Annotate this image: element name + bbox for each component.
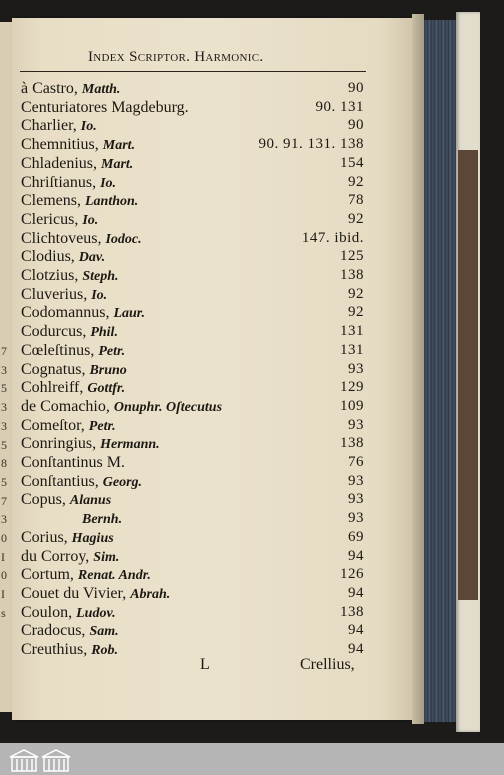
author-forename: Hagius — [71, 530, 114, 546]
entry-pages: 92 — [348, 285, 364, 302]
left-page-fragment: 0 — [1, 568, 7, 583]
entry-pages: 131 — [340, 341, 364, 358]
left-page-fragment: I — [1, 587, 5, 602]
index-entry — [0, 323, 412, 342]
entry-pages: 138 — [340, 603, 364, 620]
author-forename: Laur. — [113, 306, 145, 322]
entry-author — [21, 267, 119, 285]
author-forename: Bruno — [89, 362, 127, 378]
author-forename: Io. — [80, 119, 97, 135]
entry-author — [21, 99, 189, 117]
entry-author — [21, 379, 125, 397]
author-surname: Clodius, — [21, 248, 75, 266]
author-surname: Coulon, — [21, 603, 73, 621]
entry-author — [21, 304, 145, 322]
author-forename: Renat. Andr. — [77, 568, 151, 584]
cover-leather — [458, 150, 478, 600]
entry-author — [21, 491, 111, 509]
index-entry — [0, 622, 412, 641]
bottom-strip — [0, 743, 504, 775]
author-forename: Iodoc. — [105, 231, 142, 247]
index-entry — [0, 417, 412, 436]
entry-author — [21, 604, 116, 622]
entry-author — [21, 230, 142, 248]
author-surname: Conſtantinus M. — [21, 454, 126, 471]
entry-author — [21, 361, 127, 379]
entry-pages: 94 — [348, 584, 364, 601]
author-surname: Chriſtianus, — [21, 173, 97, 191]
author-forename: Io. — [100, 175, 117, 191]
index-entry — [0, 491, 412, 510]
left-page-fragment: 3 — [1, 400, 7, 415]
author-surname: Chladenius, — [21, 154, 97, 172]
page-edges-dark — [424, 20, 460, 722]
author-surname: Chemnitius, — [21, 136, 99, 154]
entry-author — [21, 248, 105, 266]
index-entry — [0, 267, 412, 286]
author-surname: Corius, — [21, 528, 68, 546]
author-surname: Codurcus, — [21, 323, 87, 341]
index-entry — [0, 99, 412, 118]
entry-pages: 90 — [348, 80, 364, 96]
index-entry — [0, 304, 412, 323]
entry-pages: 93 — [348, 510, 364, 527]
left-page-fragment: 3 — [1, 362, 7, 377]
left-page-fragment: 3 — [1, 418, 7, 433]
entry-pages: 92 — [348, 173, 364, 190]
entry-author — [21, 417, 116, 435]
entry-author — [21, 117, 97, 135]
author-forename: Petr. — [98, 343, 126, 359]
author-forename: Rob. — [91, 643, 119, 658]
page-edges-light — [412, 14, 424, 724]
author-forename: Lanthon. — [85, 194, 139, 210]
entry-pages: 92 — [348, 210, 364, 227]
library-logo-icon — [4, 747, 74, 773]
author-forename: Io. — [82, 212, 99, 228]
index-entry — [0, 174, 412, 193]
entry-pages: 76 — [348, 454, 364, 470]
left-page-fragment: 7 — [1, 493, 7, 508]
author-forename: Mart. — [102, 138, 136, 154]
author-surname: Conringius, — [21, 435, 97, 453]
running-head: Index Scriptor. Harmonic. — [88, 49, 264, 65]
index-entry — [0, 548, 412, 567]
index-entry — [0, 192, 412, 211]
author-forename: Ludov. — [76, 605, 116, 621]
entry-pages: 93 — [348, 416, 364, 433]
author-surname: à Castro, — [21, 80, 78, 97]
author-surname: Clichtoveus, — [21, 229, 102, 247]
author-surname: Cortum, — [21, 566, 74, 584]
index-entry — [0, 510, 412, 529]
author-forename: Gottfr. — [87, 381, 126, 397]
catchword: Crellius, — [300, 656, 355, 673]
author-surname: Creuthius, — [21, 641, 88, 658]
entry-pages: 90. 91. 131. 138 — [258, 136, 364, 153]
author-surname: Charlier, — [21, 117, 77, 135]
author-surname: Centuriatores Magdeburg. — [21, 98, 189, 116]
index-entry — [0, 230, 412, 249]
author-forename: Onuphr. Oſtecutus — [113, 399, 223, 415]
entry-pages: 69 — [348, 528, 364, 545]
entry-pages: 92 — [348, 304, 364, 321]
author-surname: Clericus, — [21, 210, 79, 228]
author-forename: Hermann. — [100, 437, 160, 453]
entry-pages: 93 — [348, 360, 364, 377]
index-entry — [0, 361, 412, 380]
author-surname: du Corroy, — [21, 547, 90, 565]
index-entry — [0, 585, 412, 604]
entry-pages: 93 — [348, 491, 364, 508]
author-forename: Matth. — [81, 82, 121, 97]
left-page-fragment: 5 — [1, 381, 7, 396]
index-entry — [0, 454, 412, 473]
entry-author — [21, 136, 135, 154]
index-entry — [0, 248, 412, 267]
entry-author — [21, 286, 107, 304]
entry-author — [21, 622, 119, 640]
author-surname: Clemens, — [21, 192, 81, 210]
index-entry — [0, 398, 412, 417]
author-forename: Petr. — [88, 418, 116, 434]
author-surname: Comeſtor, — [21, 416, 85, 434]
author-surname: Cœleſtinus, — [21, 341, 95, 359]
left-page-fragment: I — [1, 549, 5, 564]
left-page-fragment: 3 — [1, 512, 7, 527]
entry-author — [21, 342, 125, 360]
entry-author — [21, 454, 125, 472]
author-forename: Dav. — [78, 250, 106, 266]
author-surname: Conſtantius, — [21, 472, 99, 490]
entry-author — [21, 585, 170, 603]
entry-author — [21, 80, 120, 98]
entry-pages: 126 — [340, 566, 364, 583]
entry-pages: 131 — [340, 323, 364, 340]
index-entry — [0, 286, 412, 305]
index-entry — [0, 566, 412, 585]
entry-pages: 93 — [348, 472, 364, 489]
author-surname: de Comachio, — [21, 397, 110, 415]
author-surname: Cohlreiff, — [21, 379, 84, 397]
entry-pages: 94 — [348, 547, 364, 564]
author-surname: Clotzius, — [21, 267, 79, 284]
entry-author — [21, 155, 133, 173]
entry-author — [21, 548, 119, 566]
left-page-fragment: 0 — [1, 531, 7, 545]
left-page-fragment: 7 — [1, 344, 7, 358]
author-surname: Cognatus, — [21, 360, 86, 378]
author-forename: Sam. — [89, 624, 119, 640]
header-rule — [20, 71, 366, 72]
author-forename: Bernh. — [82, 512, 123, 528]
entry-pages: 147. ibid. — [301, 229, 364, 246]
entry-pages: 125 — [340, 248, 364, 265]
author-forename: Alanus — [69, 493, 112, 509]
author-surname: Codomannus, — [21, 304, 110, 322]
index-entry — [0, 211, 412, 230]
entry-pages: 129 — [340, 379, 364, 396]
entry-author — [21, 192, 138, 210]
author-surname: Cradocus, — [21, 622, 86, 640]
author-surname: Cluverius, — [21, 285, 88, 303]
author-forename: Abrah. — [130, 586, 171, 602]
entry-pages: 138 — [340, 435, 364, 452]
entry-pages: 94 — [348, 641, 364, 657]
entry-pages: 154 — [340, 154, 364, 171]
author-forename: Mart. — [101, 156, 134, 172]
entry-pages: 94 — [348, 622, 364, 639]
author-forename: Phil. — [90, 325, 118, 341]
index-entry — [0, 473, 412, 492]
author-forename: Io. — [91, 287, 108, 303]
author-surname: Copus, — [21, 491, 66, 509]
entry-author — [21, 566, 151, 584]
index-entry — [0, 155, 412, 174]
left-page-fragment: 5 — [1, 437, 7, 452]
left-page-fragment: 8 — [1, 456, 7, 471]
entry-pages: 109 — [340, 397, 364, 414]
entry-author — [21, 211, 98, 229]
left-page-fragment: 5 — [1, 474, 7, 489]
signature-mark: L — [200, 656, 210, 673]
index-entry — [0, 435, 412, 454]
entry-author — [21, 529, 114, 547]
entry-author — [21, 323, 118, 341]
entry-author — [21, 473, 142, 491]
author-forename: Georg. — [102, 474, 143, 490]
index-entry — [0, 604, 412, 623]
entry-author — [21, 398, 222, 416]
author-surname: Couet du Vivier, — [21, 584, 127, 602]
index-entry — [0, 342, 412, 361]
entry-author — [21, 435, 160, 453]
index-entry — [0, 379, 412, 398]
entry-pages: 90. 131 — [315, 98, 364, 115]
author-forename: Steph. — [82, 269, 119, 284]
index-entry — [0, 529, 412, 548]
left-page-fragment: s — [1, 605, 6, 620]
entry-author — [21, 641, 118, 659]
entry-pages: 78 — [348, 192, 364, 209]
index-entry — [0, 136, 412, 155]
entry-pages: 90 — [348, 117, 364, 134]
entry-author — [21, 174, 116, 192]
entry-author — [82, 510, 122, 528]
entry-pages: 138 — [340, 267, 364, 283]
index-entry — [0, 117, 412, 136]
index-entry — [0, 80, 412, 99]
author-forename: Sim. — [93, 549, 120, 565]
